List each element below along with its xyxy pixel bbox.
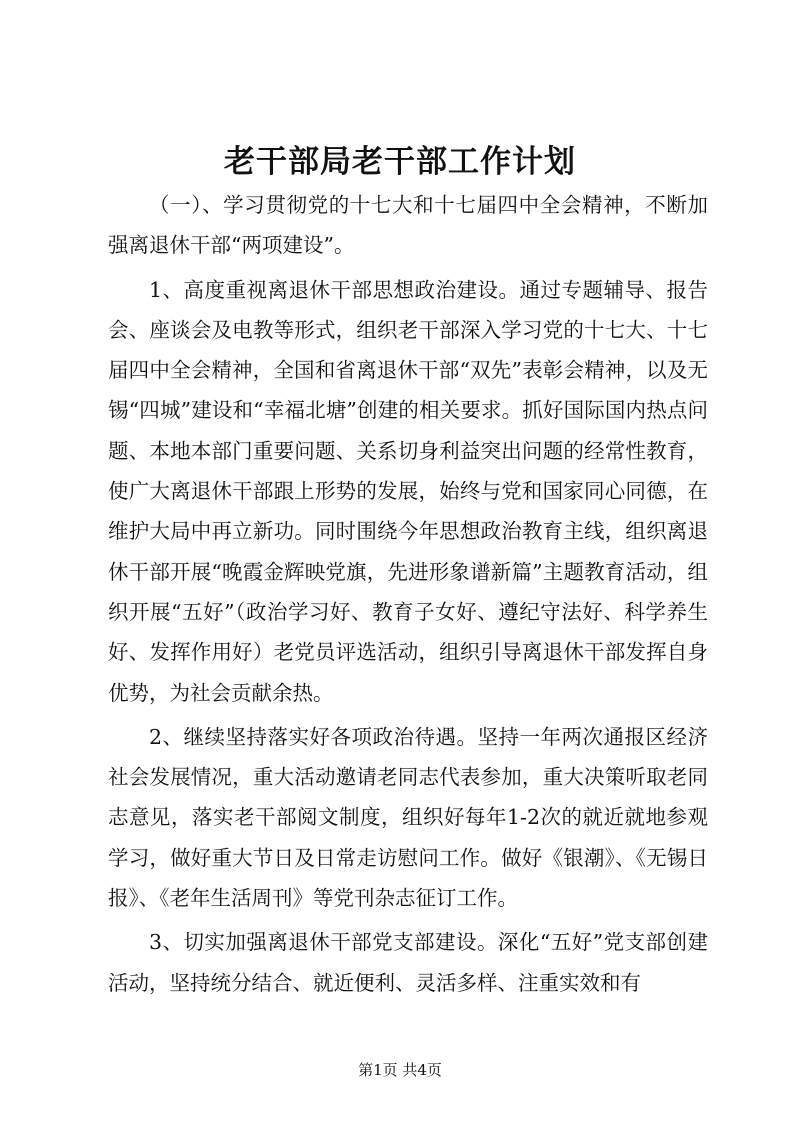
paragraph-item-2: 2、继续坚持落实好各项政治待遇。坚持一年两次通报区经济社会发展情况，重大活动邀请老同志代表参加，重大决策听取老同志意见，落实老干部阅文制度，组织好每年1-2次的就近就地参观学习，做好重大节日及日常走访慰问工作。做好《银潮》、《无锡日报》、《老年生活周刊》等党刊杂志征订工作。 xyxy=(108,724,708,911)
paragraph-intro: （一）、学习贯彻党的十七大和十七届四中全会精神，不断加强离退休干部“两项建设”。 xyxy=(108,193,708,258)
document-body xyxy=(108,185,708,1007)
paragraph-item-1: 1、高度重视离退休干部思想政治建设。通过专题辅导、报告会、座谈会及电教等形式，组织老干部深入学习党的十七大、十七届四中全会精神，全国和省离退休干部“双先”表彰会精神，以及无锡“四城”建设和“幸福北塘”创建的相关要求。抓好国际国内热点问题、本地本部门重要问题、关系切身利益突出问题的经常性教育，使广大离退休干部跟上形势的发展，始终与党和国家同心同德，在维护大局中再立新功。同时围绕今年思想政治教育主线，组织离退休干部开展“晚霞金辉映党旗，先进形象谱新篇”主题教育活动，组织开展“五好”（政治学习好、教育子女好、遵纪守法好、科学养生好、发挥作用好）老党员评选活动，组织引导离退休干部发挥自身优势，为社会贡献余热。 xyxy=(108,277,708,705)
page-footer: 第1页 共4页 xyxy=(358,1061,442,1079)
page-title: 老干部局老干部工作计划 xyxy=(224,144,576,180)
paragraph-item-3: 3、切实加强离退休干部党支部建设。深化“五好”党支部创建活动，坚持统分结合、就近便利、灵活多样、注重实效和有 xyxy=(108,930,708,995)
